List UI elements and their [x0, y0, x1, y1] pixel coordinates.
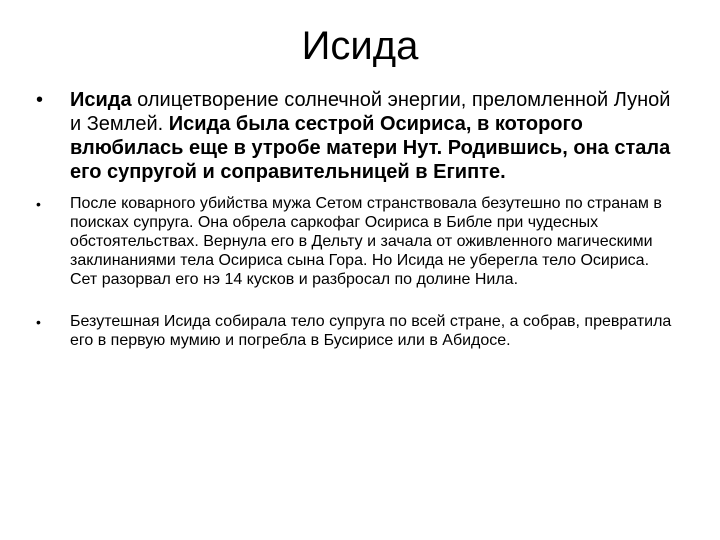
bullet-list	[36, 88, 676, 350]
bullet-marker: •	[36, 196, 41, 212]
bullet-item	[36, 312, 676, 350]
bullet-marker: •	[36, 89, 44, 111]
bullet-item	[36, 194, 676, 289]
slide-title: Исида	[301, 24, 419, 68]
bullet-text-regular: олицетворение солнечной энергии, преломленной Луной и Землей.	[70, 89, 671, 135]
bullet-text	[70, 89, 670, 183]
bullet-text: Безутешная Исида собирала тело супруга по всей стране, а собрав, превратила его в первую мумию и погребла в Бусирисе или в Абидосе.	[70, 313, 672, 349]
bullet-text: После коварного убийства мужа Сетом странствовала безутешно по странам в поисках супруга. Она обрела саркофаг Осириса в Библе при чудесных обстоятельствах. Вернула его в Дельту и зачала от оживленного магическими заклинаниями тела Осириса сына Гора. Но Исида не уберегла тело Осириса. Сет разорвал его нэ 14 кусков и разбросал по долине Нила.	[70, 195, 662, 288]
bullet-text-bold-lead: Исида	[70, 89, 132, 111]
bullet-marker: •	[36, 314, 41, 330]
bullet-text-bold: Исида была сестрой Осириса, в которого влюбилась еще в утробе матери Нут. Родившись, она стала его супругой и соправительницей в Египте.	[70, 113, 671, 183]
bullet-item	[36, 88, 676, 184]
